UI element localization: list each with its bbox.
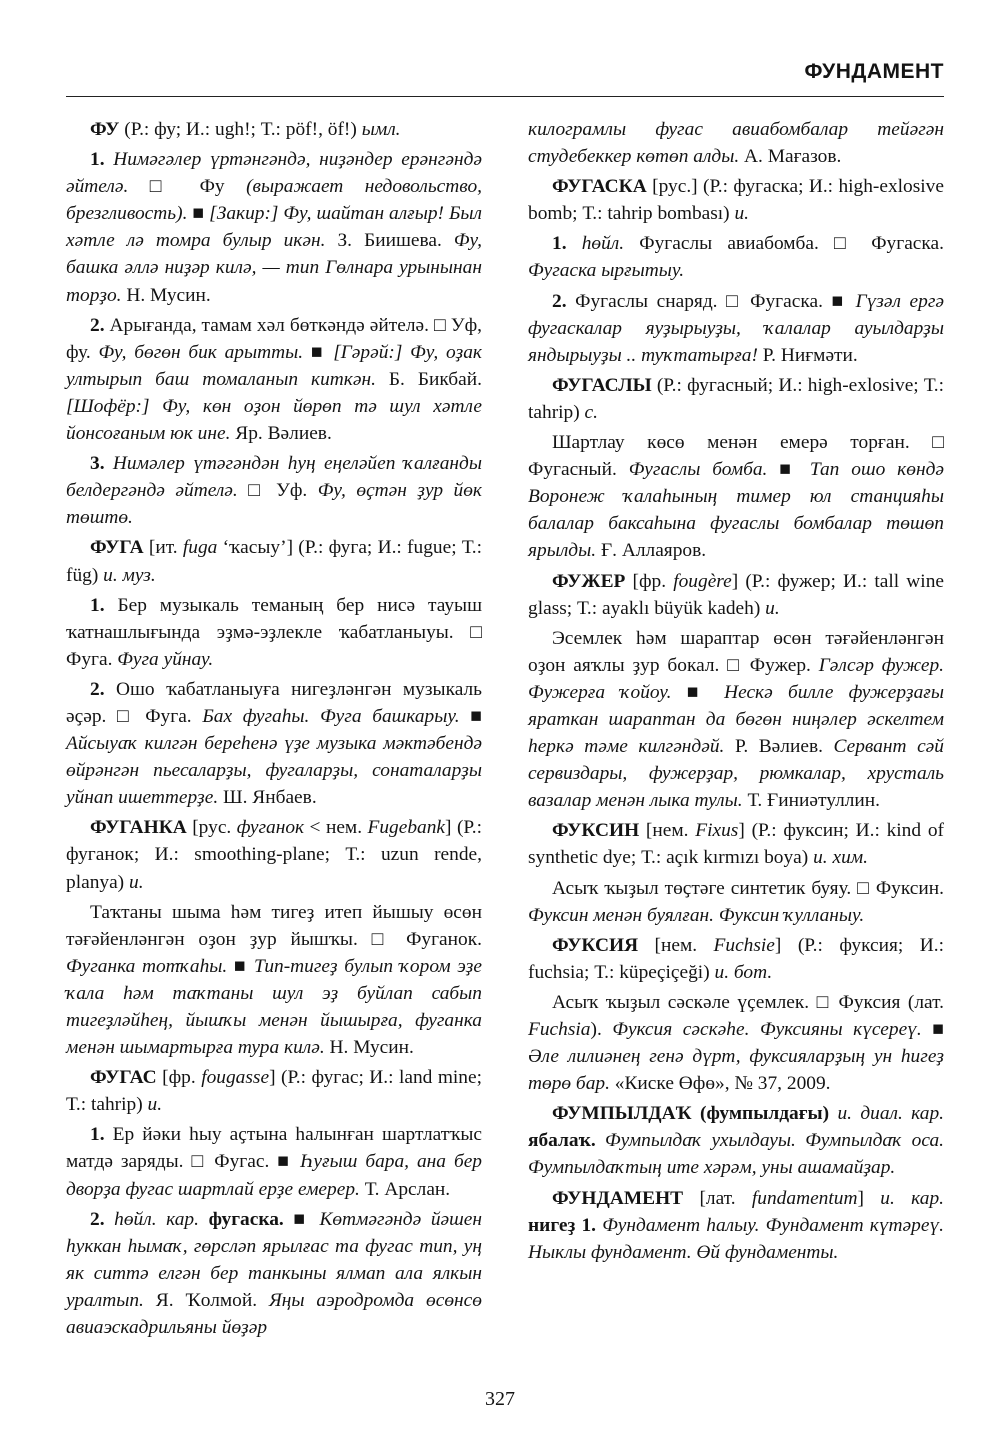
entry-paragraph: Шартлау көсө менән емерә торған. □ Фугасный. Фугаслы бомба. ■ Тап ошо көндә Воронеж ҡалаһының тимер юл станцияһы балалар баксаһына фугаслы бомбалар төшөп ярылды. Ғ. Аллаяров. <box>528 432 944 562</box>
header-rule <box>66 96 944 97</box>
entry-paragraph: Асыҡ ҡыҙыл төҫтәге синтетик буяу. □ Фуксин. Фуксин менән буялған. Фуксин ҡулланыу. <box>528 877 944 926</box>
entry-paragraph: 1. һөйл. Фугаслы авиабомба. □ Фугаска. Фугаска ырғытыу. <box>528 233 944 282</box>
entry-paragraph: Эсемлек һәм шараптар өсөн тәғәйенләнгән оҙон аяҡлы ҙур бокал. □ Фужер. Гәлсәр фужер. Фужерға ҡойоу. ■ Нескә билле фужерҙағы яраткан шараптан да бөгөн ниңәлер әскелтем һеркә тәме килгәндәй. Р. Вәлиев. Сервант сәй сервиздары, фужерҙар, рюмкалар, хрусталь вазалар менән лыка тулы. Т. Ғиниәтуллин. <box>528 627 944 812</box>
dictionary-entry: ФУГАСЛЫ (Р.: фугасный; И.: high-exlosive; Т.: tahrip) с. <box>528 374 944 423</box>
entry-paragraph: килограмлы фугас авиабомбалар тейәгән студебеккер көтөп алды. А. Мағазов. <box>528 119 944 168</box>
dictionary-entry: ФУНДАМЕНТ [лат. fundamentum] и. кар. нигеҙ 1. Фундамент һалыу. Фундамент күтәреү. Ныклы фундамент. Өй фундаменты. <box>528 1187 945 1263</box>
dictionary-entry: ФУГА [ит. fuga ‘ҡасыу’] (Р.: фуга; И.: fugue; Т.: füg) и. муз. <box>66 537 482 586</box>
dictionary-entry: ФУГАНКА [рус. фуганок < нем. Fugebank] (Р.: фуганок; И.: smoothing-plane; Т.: uzun rende, planya) и. <box>66 817 483 893</box>
entry-paragraph: 1. Ер йәки һыу аҫтына һалынған шартлатҡыс матдә заряды. □ Фугас. ■ Һуғыш бара, ана бер дворҙа фугас шартлай ерҙе емерер. Т. Арслан. <box>66 1124 483 1200</box>
entry-paragraph: 1. Нимәгәлер үртәнгәндә, ниҙәндер ерәнгәндә әйтелә. □ Фу (выражает недовольство, брезгливость). ■ [Закир:] Фу, шайтан алғыр! Был хәтле лә томра булыр икән. З. Биишева. Фу, башка әллә ниҙәр килә, — тип Гөлнара урынынан торҙо. Н. Мусин. <box>66 149 482 306</box>
entry-paragraph: 2. Ошо ҡабатланыуға нигеҙләнгән музыкаль әҫәр. □ Фуга. Бах фугаһы. Фуга башкарыу. ■ Айсыуаҡ килгән береһенә үҙе музыка мәктәбендә өйрәнгән пьесаларҙы, фугаларҙы, сонаталарҙы уйнап ишеттерҙе. Ш. Янбаев. <box>66 678 483 809</box>
entry-paragraph: 3. Нимәлер үтәгәндән һуң еңеләйеп ҡалғанды белдергәндә әйтелә. □ Уф. Фу, өҫтән ҙур йөк төштө. <box>66 453 482 529</box>
entry-paragraph: 1. Бер музыкаль теманың бер нисә тауыш ҡатнашлығында эҙмә-эҙлекле ҡабатланыуы. □ Фуга. Фуга уйнау. <box>66 594 482 670</box>
entry-paragraph: Асыҡ ҡыҙыл сәскәле үҫемлек. □ Фуксия (лат. Fuchsia). Фуксия сәскәһе. Фуксияны күсереү. ■ Әле лилиәнең генә дүрт, фуксияларҙың ун һигеҙ төрө бар. «Киске Өфө», № 37, 2009. <box>528 991 944 1095</box>
running-head: ФУНДАМЕНТ <box>804 60 944 83</box>
entry-paragraph: 2. Фугаслы снаряд. □ Фугаска. ■ Гүзәл ергә фугаскалар яуҙырыуҙы, ҡалалар ауылдарҙы яндырыуҙы .. туҡтатырға! Р. Ниғмәти. <box>528 290 944 366</box>
dictionary-entry: ФУЖЕР [фр. fougère] (Р.: фужер; И.: tall wine glass; Т.: ayaklı büyük kadeh) и. <box>528 570 944 619</box>
dictionary-entry: ФУГАС [фр. fougasse] (Р.: фугас; И.: land mine; Т.: tahrip) и. <box>66 1067 483 1116</box>
right-column <box>528 116 944 1269</box>
dictionary-entry: ФУ (Р.: фу; И.: ugh!; Т.: pöf!, öf!) ымл. <box>90 119 401 140</box>
dictionary-entry: ФУМПЫЛДАҠ (фумпылдағы) и. диал. кар. ябалаҡ. Фумпылдаҡ ухылдауы. Фумпылдаҡ оса. Фумпылдаҡтың ите хәрәм, уны ашамайҙар. <box>528 1103 944 1179</box>
left-column <box>66 116 482 1344</box>
page-number: 327 <box>485 1388 515 1410</box>
dictionary-entry: ФУКСИЯ [нем. Fuchsie] (Р.: фуксия; И.: fuchsia; Т.: küpeçiçeği) и. бот. <box>528 934 944 983</box>
entry-paragraph: 2. һөйл. кар. фугаска. ■ Көтмәгәндә йәшен һуккан һымаҡ, гөрсләп ярылғас та фугас тип, уң як ситтә елгән бер танкыны ялмап ала ялкын уралтып. Я. Ҡолмой. Яңы аэродромда өсөнсө авиаэскадрильяны йөҙәр <box>66 1208 482 1339</box>
entry-paragraph: Таҡтаны шыма һәм тигеҙ итеп йышыу өсөн тәғәйенләнгән оҙон ҙур йышҡы. □ Фуганок. Фуганка тотҡаһы. ■ Тип-тигеҙ булып ҡором эҙе ҡала һәм таҡтаны шул эҙ буйлап сабып тигеҙләйһең, йышҡы менән йышырға, фуганка менән шымартырға тура килә. Н. Мусин. <box>66 901 482 1059</box>
entry-paragraph: 2. Арығанда, тамам хәл бөткәндә әйтелә. □ Уф, фу. Фу, бөгөн бик арытты. ■ [Гәрәй:] Фу, оҙак ултырып баш томаланып киткән. Б. Бикбай. [Шофёр:] Фу, көн оҙон йөрөп тә шул хәтле йонсоғаным юк ине. Яр. Вәлиев. <box>66 314 483 445</box>
dictionary-entry: ФУКСИН [нем. Fixus] (Р.: фуксин; И.: kind of synthetic dye; Т.: açık kırmızı boya) и. хим. <box>528 820 944 869</box>
dictionary-entry: ФУГАСКА [рус.] (Р.: фугаска; И.: high-exlosive bomb; Т.: tahrip bombası) и. <box>528 176 944 225</box>
